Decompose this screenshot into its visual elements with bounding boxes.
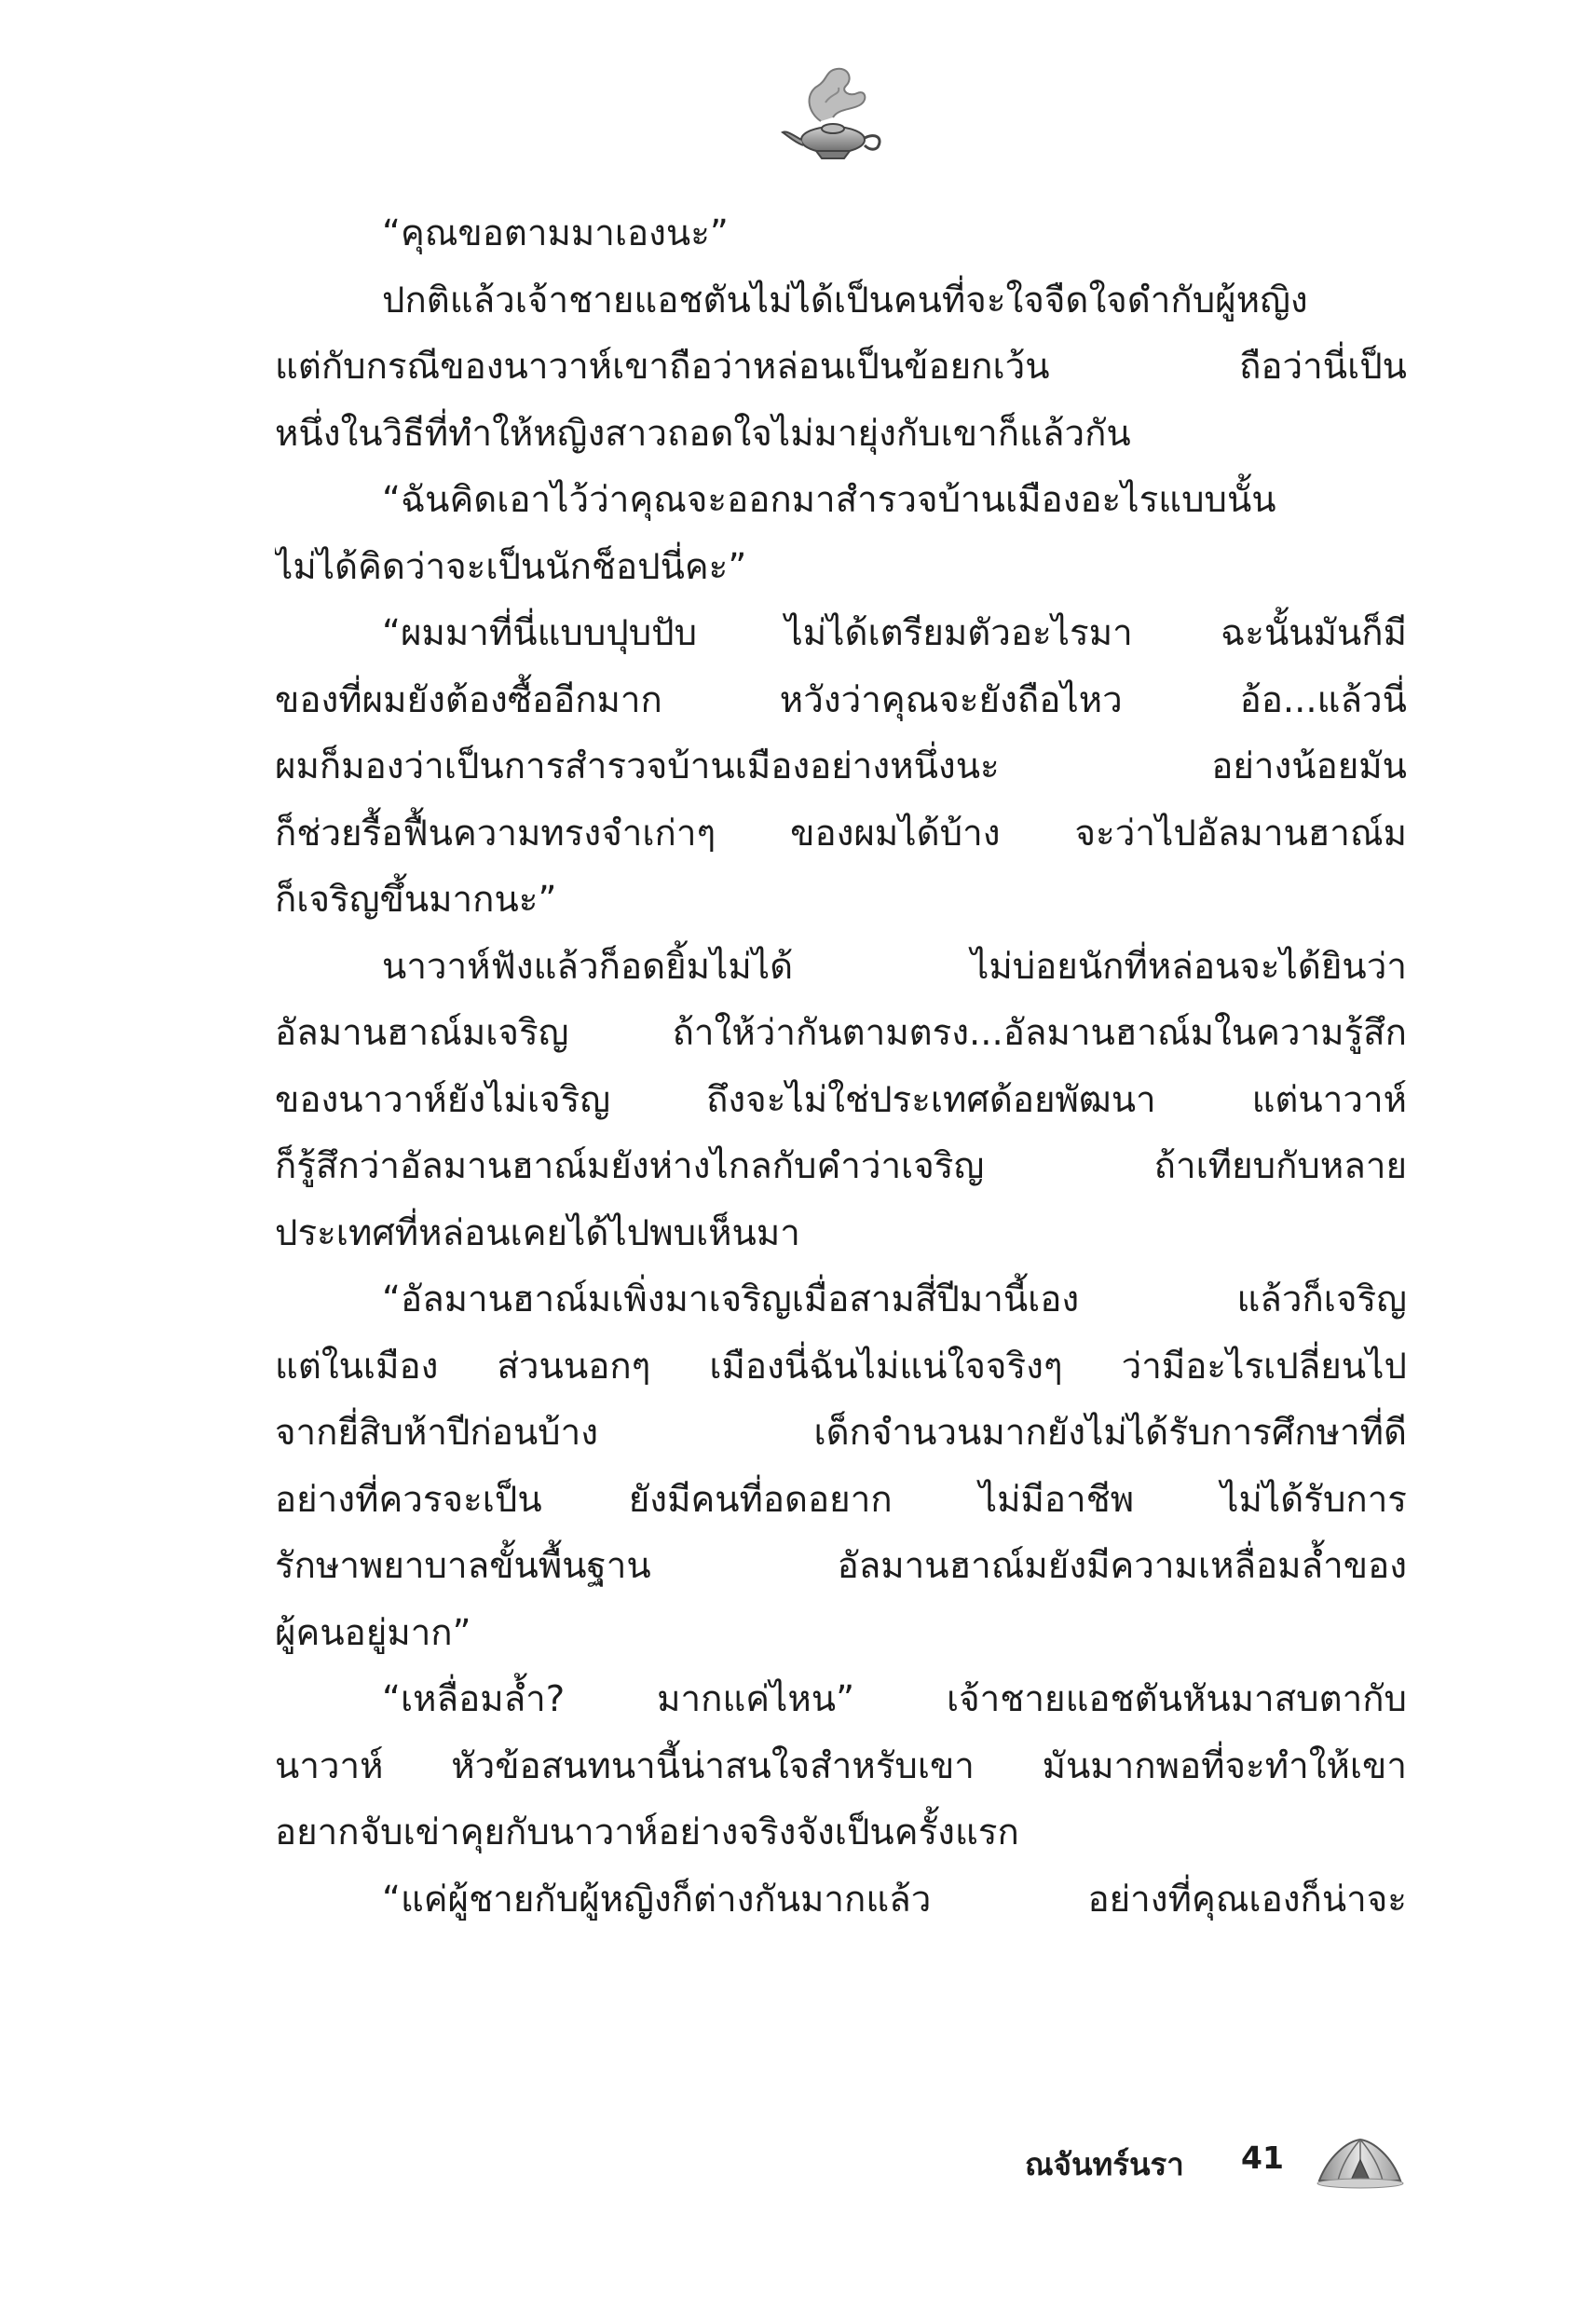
text-line: ผู้คนอยู่มาก” — [275, 1611, 471, 1654]
page-number: 41 — [1241, 2140, 1284, 2176]
text-line: อัลมานฮาณ์มเจริญ ถ้าให้ว่ากันตามตรง...อัลมานฮาณ์มในความรู้สึก — [275, 1012, 1407, 1054]
text-line: “อัลมานฮาณ์มเพิ่งมาเจริญเมื่อสามสี่ปีมานี้เอง แล้วก็เจริญ — [382, 1279, 1407, 1320]
body-text — [275, 200, 1407, 2027]
text-line: ก็รู้สึกว่าอัลมานฮาณ์มยังห่างไกลกับคำว่าเจริญ ถ้าเทียบกับหลาย — [275, 1145, 1407, 1187]
magic-lamp-icon — [779, 65, 891, 168]
tent-icon — [1316, 2132, 1404, 2190]
text-line: ก็เจริญขึ้นมากนะ” — [275, 879, 557, 921]
text-line: ก็ช่วยรื้อฟื้นความทรงจำเก่าๆ ของผมได้บ้าง จะว่าไปอัลมานฮาณ์ม — [275, 812, 1407, 855]
text-line: “ฉันคิดเอาไว้ว่าคุณจะออกมาสำรวจบ้านเมืองอะไรแบบนั้น — [382, 479, 1276, 521]
text-line: ไม่ได้คิดว่าจะเป็นนักช็อปนี่คะ” — [275, 545, 747, 588]
text-line: “ผมมาที่นี่แบบปุบปับ ไม่ได้เตรียมตัวอะไรมา ฉะนั้นมันก็มี — [382, 612, 1407, 654]
text-line: “คุณขอตามมาเองนะ” — [382, 212, 729, 254]
text-line: อย่างที่ควรจะเป็น ยังมีคนที่อดอยาก ไม่มีอาชีพ ไม่ได้รับการ — [275, 1478, 1407, 1521]
text-line: หนึ่งในวิธีที่ทำให้หญิงสาวถอดใจไม่มายุ่งกับเขาก็แล้วกัน — [275, 412, 1131, 455]
text-line: อยากจับเข่าคุยกับนาวาห์อย่างจริงจังเป็นครั้งแรก — [275, 1812, 1019, 1853]
text-line: นาวาห์ หัวข้อสนทนานี้น่าสนใจสำหรับเขา มันมากพอที่จะทำให้เขา — [275, 1744, 1407, 1787]
text-line: รักษาพยาบาลขั้นพื้นฐาน อัลมานฮาณ์มยังมีความเหลื่อมล้ำของ — [275, 1545, 1407, 1587]
text-line: แต่ในเมือง ส่วนนอกๆ เมืองนี่ฉันไม่แน่ใจจริงๆ ว่ามีอะไรเปลี่ยนไป — [275, 1345, 1407, 1388]
text-line: ประเทศที่หล่อนเคยได้ไปพบเห็นมา — [275, 1211, 800, 1254]
text-line: ของนาวาห์ยังไม่เจริญ ถึงจะไม่ใช่ประเทศด้อยพัฒนา แต่นาวาห์ — [275, 1078, 1407, 1121]
page-footer — [1025, 2132, 1435, 2197]
text-line: ปกติแล้วเจ้าชายแอชตันไม่ได้เป็นคนที่จะใจจืดใจดำกับผู้หญิง — [382, 279, 1308, 321]
author-name: ณจันทร์นรา — [1025, 2146, 1184, 2182]
text-line: “เหลื่อมล้ำ? มากแค่ไหน” เจ้าชายแอชตันหันมาสบตากับ — [382, 1678, 1407, 1720]
text-line: แต่กับกรณีของนาวาห์เขาถือว่าหล่อนเป็นข้อยกเว้น ถือว่านี่เป็น — [275, 346, 1407, 388]
text-line: ผมก็มองว่าเป็นการสำรวจบ้านเมืองอย่างหนึ่งนะ อย่างน้อยมัน — [275, 745, 1407, 787]
text-line: ของที่ผมยังต้องซื้ออีกมาก หวังว่าคุณจะยังถือไหว อ้อ...แล้วนี่ — [275, 678, 1407, 721]
text-line: นาวาห์ฟังแล้วก็อดยิ้มไม่ได้ ไม่บ่อยนักที่หล่อนจะได้ยินว่า — [382, 945, 1407, 988]
text-line: “แค่ผู้ชายกับผู้หญิงก็ต่างกันมากแล้ว อย่างที่คุณเองก็น่าจะ — [382, 1878, 1407, 1921]
text-line: จากยี่สิบห้าปีก่อนบ้าง เด็กจำนวนมากยังไม่ได้รับการศึกษาที่ดี — [275, 1412, 1407, 1454]
